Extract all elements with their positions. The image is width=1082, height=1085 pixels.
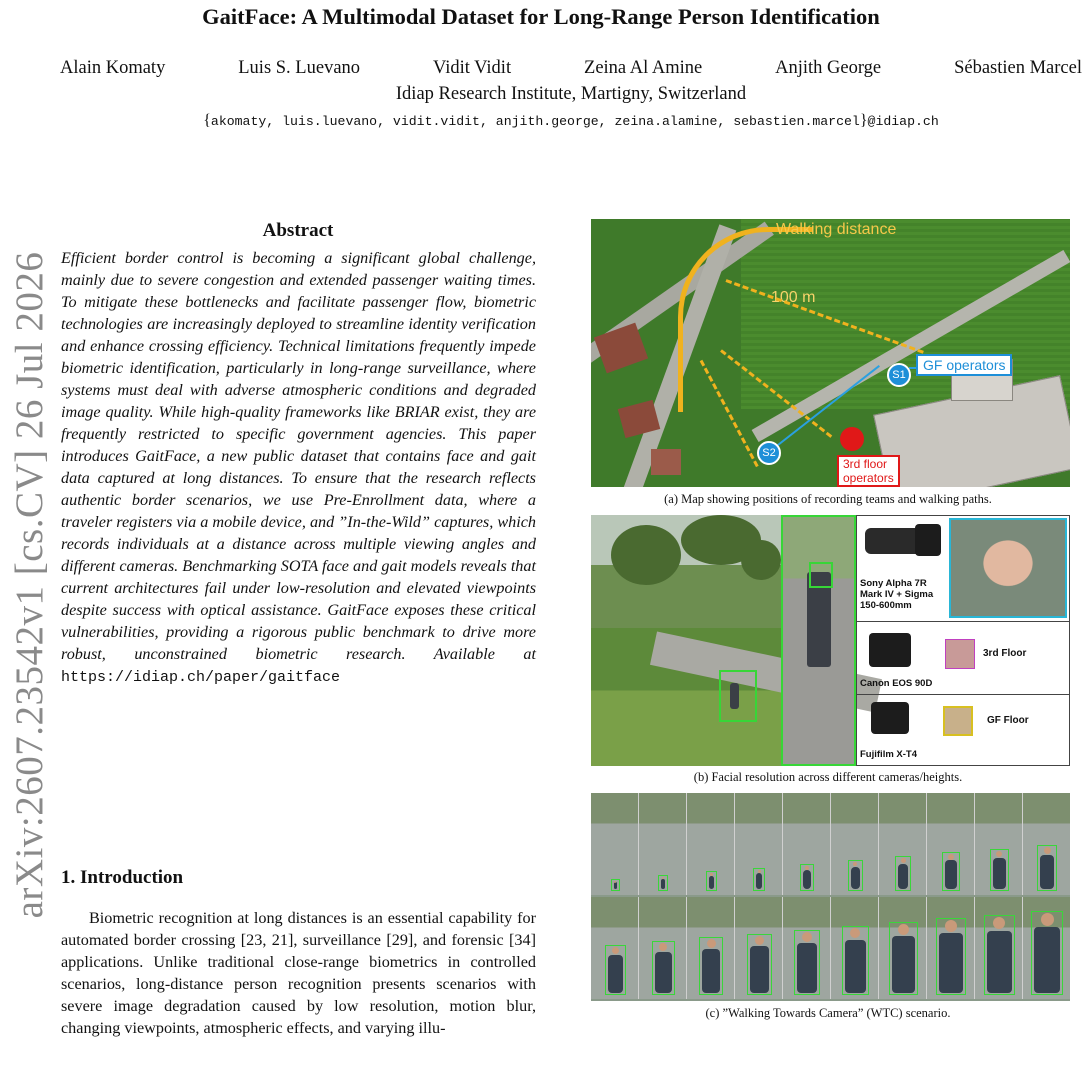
video-frame bbox=[927, 793, 975, 895]
third-floor-marker bbox=[840, 427, 864, 451]
video-frame bbox=[591, 793, 639, 895]
walking-distance-label: Walking distance bbox=[776, 221, 897, 238]
video-frame bbox=[1023, 793, 1070, 895]
video-frame bbox=[831, 793, 879, 895]
tree bbox=[611, 525, 681, 585]
detection-box bbox=[699, 937, 723, 995]
camera-label bbox=[860, 578, 933, 611]
label-line: operators bbox=[843, 471, 894, 485]
caption-a: (a) Map showing positions of recording teams and walking paths. bbox=[664, 492, 992, 506]
detection-box bbox=[753, 868, 765, 891]
author-list bbox=[60, 58, 1082, 79]
author: Anjith George bbox=[775, 58, 882, 78]
detection-box bbox=[611, 879, 620, 891]
camera-grid bbox=[856, 515, 1070, 766]
scene-photo bbox=[591, 515, 856, 766]
face-crop-small bbox=[943, 706, 973, 736]
floor-label: 3rd Floor bbox=[983, 648, 1027, 659]
station-s1: S1 bbox=[887, 363, 911, 387]
introduction-body bbox=[61, 907, 536, 1039]
abstract-text: Efficient border control is becoming a significant global challenge, mainly due to severe congestion and extended passenger waiting times. To mitigate these bottlenecks and facilitate passenger flow, biometric technologies are increasingly deployed to streamline identity verification and enhance crossing efficiency. Technical limitations frequently impede biometric identification, particularly in long-range surveillance, where systems must deal with adverse atmospheric conditions and degraded image quality. While high-quality frameworks like BRIAR exist, they are frequently restricted to specific government agencies. This paper introduces GaitFace, a new public dataset that contains face and gait data captured at long distances. To ensure that the research reflects authentic border scenarios, we use Pre-Enrollment data, where a traveler registers via a mobile device, and ”In-the-Wild” captures, which records individuals at a distance across multiple viewing angles and different cameras. Benchmarking SOTA face and gait models reveals that current architectures fail under low-resolution and elevated viewpoints despite success with optical assistance. GaitFace exposes these critical vulnerabilities, providing a rigorous public benchmark to drive more robust, unconstrained biometric research. Available at bbox=[61, 249, 536, 663]
face-box bbox=[809, 562, 833, 588]
gf-operators-label: GF operators bbox=[916, 354, 1012, 376]
detection-box bbox=[719, 670, 757, 722]
author: Luis S. Luevano bbox=[238, 58, 361, 78]
video-frame bbox=[687, 897, 735, 999]
detection-box bbox=[1031, 911, 1063, 995]
introduction-paragraph: Biometric recognition at long distances is an essential capability for automated border crossing [23, 21], surveillance [29], and forensic [34] applications. Unlike traditional close-range biometrics in controlled scenarios, long-distance person recognition presents scenarios with severe image degradation caused by low resolution, motion blur, changing viewpoints, atmospheric effects, and varying illu- bbox=[61, 909, 536, 1037]
third-floor-operators-label bbox=[837, 455, 900, 487]
video-frame bbox=[639, 897, 687, 999]
arxiv-stamp: arXiv:2607.23542v1 [cs.CV] 26 Jul 2026 bbox=[8, 251, 51, 919]
video-frame bbox=[831, 897, 879, 999]
detection-box bbox=[936, 918, 966, 995]
detection-box bbox=[848, 860, 863, 891]
abstract-heading: Abstract bbox=[262, 220, 334, 241]
email-list: akomaty, luis.luevano, vidit.vidit, anjith.george, zeina.alamine, sebastien.marcel bbox=[210, 114, 860, 129]
label-line: 3rd floor bbox=[843, 457, 888, 471]
detection-box bbox=[605, 945, 626, 995]
camera-body bbox=[869, 633, 911, 667]
section-heading-introduction: 1. Introduction bbox=[61, 867, 184, 888]
video-frame bbox=[879, 897, 927, 999]
detection-box bbox=[1037, 845, 1057, 891]
video-frame bbox=[1023, 897, 1070, 999]
detection-box bbox=[984, 915, 1015, 995]
author: Zeina Al Amine bbox=[584, 58, 703, 78]
tree bbox=[741, 540, 781, 580]
video-frame bbox=[687, 793, 735, 895]
video-frame bbox=[975, 897, 1023, 999]
station-s2: S2 bbox=[757, 441, 781, 465]
label-line: Mark IV + Sigma bbox=[860, 589, 934, 600]
camera-row-fujifilm bbox=[857, 694, 1069, 766]
zoom-crop bbox=[781, 515, 856, 766]
video-frame bbox=[639, 793, 687, 895]
author: Vidit Vidit bbox=[432, 58, 512, 78]
abstract-body bbox=[61, 247, 536, 689]
camera-row-sony bbox=[857, 516, 1069, 622]
detection-box bbox=[889, 922, 918, 995]
house-roof bbox=[594, 323, 648, 374]
detection-box bbox=[747, 934, 772, 995]
walking-path bbox=[678, 227, 816, 412]
project-url[interactable]: https://idiap.ch/paper/gaitface bbox=[61, 669, 341, 686]
caption-c: (c) ”Walking Towards Camera” (WTC) scenario. bbox=[705, 1006, 951, 1020]
figure-map-panel bbox=[591, 219, 1070, 487]
detection-box bbox=[652, 941, 675, 995]
label-line: 150-600mm bbox=[860, 600, 912, 611]
video-frame bbox=[783, 897, 831, 999]
video-frame bbox=[783, 793, 831, 895]
detection-box bbox=[990, 849, 1009, 891]
detection-box bbox=[794, 930, 820, 995]
camera-body bbox=[915, 524, 941, 556]
paper-title: GaitFace: A Multimodal Dataset for Long-Range Person Identification bbox=[202, 4, 880, 29]
video-frame bbox=[975, 793, 1023, 895]
camera-body bbox=[871, 702, 909, 734]
camera-row-canon bbox=[857, 621, 1069, 695]
face-crop-small bbox=[945, 639, 975, 669]
video-frame bbox=[735, 897, 783, 999]
house-roof bbox=[651, 449, 681, 475]
video-frame bbox=[735, 793, 783, 895]
distance-label: 100 m bbox=[771, 289, 816, 306]
email-domain: @idiap.ch bbox=[867, 114, 939, 129]
figure-wtc-panel bbox=[591, 793, 1070, 1001]
detection-box bbox=[842, 926, 869, 995]
camera-label: Canon EOS 90D bbox=[860, 678, 933, 689]
affiliation: Idiap Research Institute, Martigny, Switzerland bbox=[395, 84, 747, 104]
label-line: Sony Alpha 7R bbox=[860, 578, 927, 589]
figure-cameras-panel bbox=[591, 515, 1070, 766]
caption-b: (b) Facial resolution across different cameras/heights. bbox=[693, 770, 963, 784]
author: Sébastien Marcel bbox=[954, 58, 1082, 78]
author: Alain Komaty bbox=[60, 58, 166, 78]
camera-label: Fujifilm X-T4 bbox=[860, 749, 917, 760]
floor-label: GF Floor bbox=[987, 715, 1029, 726]
email-line: {akomaty, luis.luevano, vidit.vidit, anjith.george, zeina.alamine, sebastien.marcel}@idiap.ch bbox=[203, 112, 939, 129]
video-frame bbox=[879, 793, 927, 895]
video-frame bbox=[591, 897, 639, 999]
detection-box bbox=[658, 875, 668, 891]
detection-box bbox=[942, 852, 960, 891]
detection-box bbox=[895, 856, 911, 891]
detection-box bbox=[800, 864, 814, 891]
face-crop-large bbox=[949, 518, 1067, 618]
video-frame bbox=[927, 897, 975, 999]
detection-box bbox=[706, 871, 717, 891]
